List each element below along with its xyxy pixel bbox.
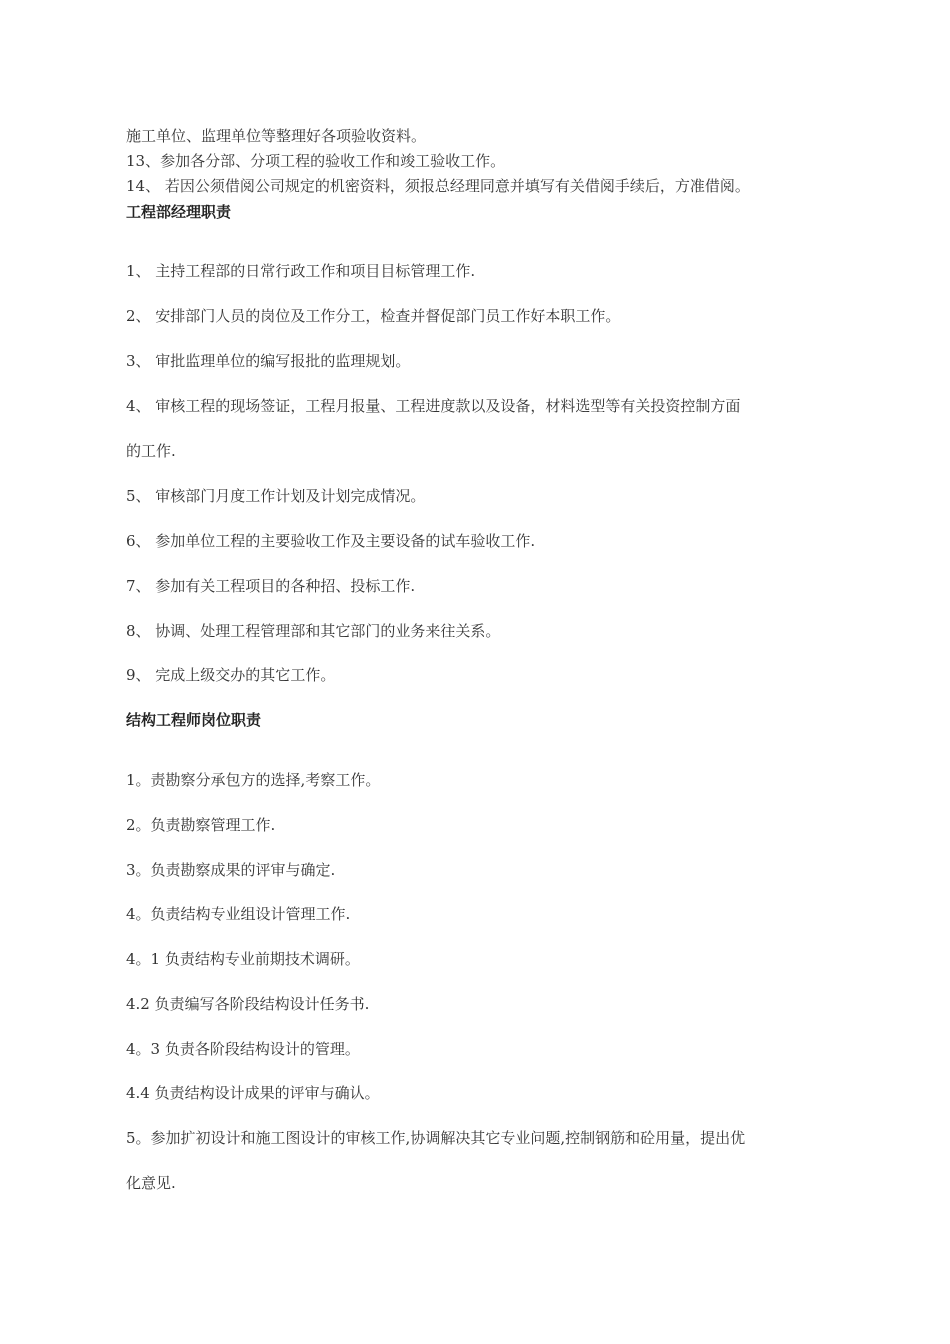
list-item: 4。1 负责结构专业前期技术调研。 bbox=[126, 950, 360, 968]
paragraph-line: 14、 若因公须借阅公司规定的机密资料，须报总经理同意并填写有关借阅手续后，方准借阅。 bbox=[126, 177, 750, 195]
list-item: 3、 审批监理单位的编写报批的监理规划。 bbox=[126, 352, 411, 370]
list-item: 6、 参加单位工程的主要验收工作及主要设备的试车验收工作. bbox=[126, 532, 536, 550]
list-item: 5、 审核部门月度工作计划及计划完成情况。 bbox=[126, 487, 426, 505]
list-item: 2。负责勘察管理工作. bbox=[126, 816, 276, 834]
paragraph-line: 施工单位、监理单位等整理好各项验收资料。 bbox=[126, 127, 427, 145]
list-item-continuation: 化意见. bbox=[126, 1174, 176, 1192]
list-item: 9、 完成上级交办的其它工作。 bbox=[126, 666, 336, 684]
list-item: 5。参加扩初设计和施工图设计的审核工作,协调解决其它专业问题,控制钢筋和砼用量，提出优 bbox=[126, 1129, 746, 1147]
paragraph-line: 13、参加各分部、分项工程的验收工作和竣工验收工作。 bbox=[126, 152, 506, 170]
section-heading-engineering-manager: 工程部经理职责 bbox=[126, 203, 232, 221]
list-item: 4。3 负责各阶段结构设计的管理。 bbox=[126, 1040, 360, 1058]
list-item: 1。责勘察分承包方的选择,考察工作。 bbox=[126, 771, 381, 789]
list-item: 3。负责勘察成果的评审与确定. bbox=[126, 861, 336, 879]
section-heading-structural-engineer: 结构工程师岗位职责 bbox=[126, 711, 262, 729]
list-item: 4.2 负责编写各阶段结构设计任务书. bbox=[126, 995, 370, 1013]
list-item: 7、 参加有关工程项目的各种招、投标工作. bbox=[126, 577, 416, 595]
list-item: 8、 协调、处理工程管理部和其它部门的业务来往关系。 bbox=[126, 622, 501, 640]
list-item: 1、 主持工程部的日常行政工作和项目目标管理工作. bbox=[126, 262, 476, 280]
list-item: 4。负责结构专业组设计管理工作. bbox=[126, 905, 351, 923]
list-item: 4.4 负责结构设计成果的评审与确认。 bbox=[126, 1084, 380, 1102]
list-item: 2、 安排部门人员的岗位及工作分工，检查并督促部门员工作好本职工作。 bbox=[126, 307, 621, 325]
list-item: 4、 审核工程的现场签证，工程月报量、工程进度款以及设备，材料选型等有关投资控制方面 bbox=[126, 397, 741, 415]
list-item-continuation: 的工作. bbox=[126, 442, 176, 460]
